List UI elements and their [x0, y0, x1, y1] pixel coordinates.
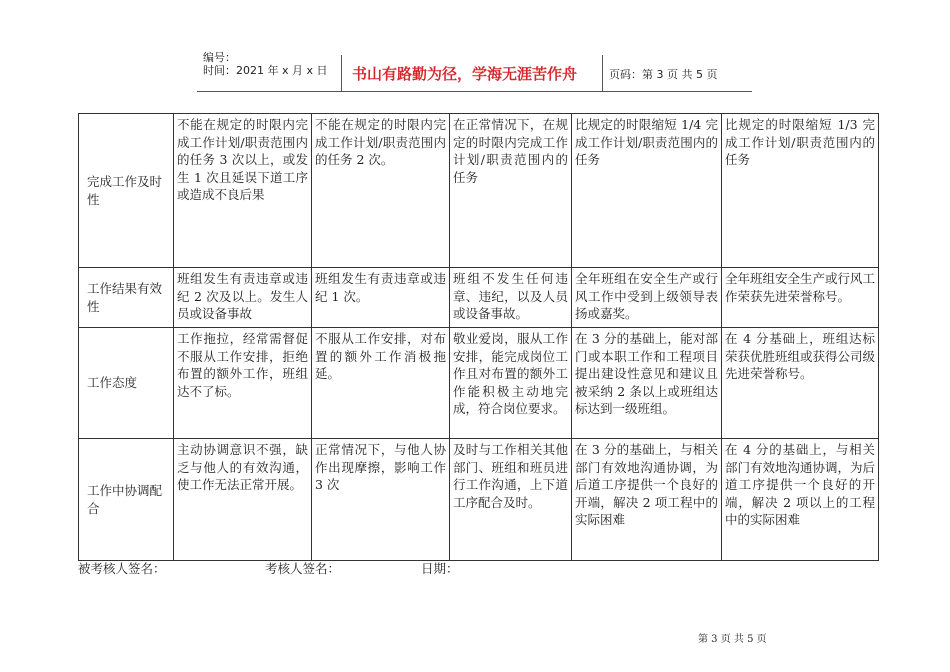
table-cell: 班组不发生任何违章、违纪，以及人员或设备事故。	[450, 268, 572, 328]
table-cell: 在 4 分的基础上，与相关部门有效地沟通协调，为后道工序提供一个良好的开端，解决 2 项以上的工程中的实际困难	[722, 439, 879, 561]
row-label: 完成工作及时性	[79, 114, 174, 268]
table-row	[79, 439, 879, 561]
table-cell: 在正常情况下，在规定的时限内完成工作计划/职责范围内的任务	[450, 114, 572, 268]
table-cell: 班组发生有责违章或违纪 2 次及以上。发生人员或设备事故	[174, 268, 312, 328]
table-cell: 比规定的时限缩短 1/3 完成工作计划/职责范围内的任务	[722, 114, 879, 268]
table-cell: 不服从工作安排，对布置的额外工作消极拖延。	[312, 328, 450, 439]
header-page-info: 页码：第 3 页 共 5 页	[609, 68, 718, 81]
table-row	[79, 114, 879, 268]
row-label: 工作中协调配合	[79, 439, 174, 561]
table-row	[79, 268, 879, 328]
table-cell: 正常情况下，与他人协作出现摩擦，影响工作 3 次	[312, 439, 450, 561]
table-cell: 不能在规定的时限内完成工作计划/职责范围内的任务 2 次。	[312, 114, 450, 268]
table-row	[79, 328, 879, 439]
date-label: 日期：	[421, 561, 459, 576]
header-divider	[602, 55, 603, 91]
evaluation-table	[78, 113, 879, 561]
table-cell: 比规定的时限缩短 1/4 完成工作计划/职责范围内的任务	[572, 114, 722, 268]
number-label: 编号：	[203, 51, 236, 64]
header-divider	[341, 55, 342, 91]
row-label: 工作态度	[79, 328, 174, 439]
table-cell: 在 4 分基础上，班组达标荣获优胜班组或获得公司级先进荣誉称号。	[722, 328, 879, 439]
table-cell: 班组发生有责违章或违纪 1 次。	[312, 268, 450, 328]
table-cell: 敬业爱岗，服从工作安排，能完成岗位工作且对布置的额外工作能积极主动地完成，符合岗位要求。	[450, 328, 572, 439]
footer-page-number: 第 3 页 共 5 页	[698, 634, 767, 645]
table-cell: 及时与工作相关其他部门、班组和班员进行工作沟通，上下道工序配合及时。	[450, 439, 572, 561]
table-cell: 全年班组安全生产或行风工作荣获先进荣誉称号。	[722, 268, 879, 328]
examiner-signature-label: 考核人签名：	[265, 561, 341, 576]
time-label: 时间：2021 年 x 月 x 日	[203, 64, 328, 77]
table-cell: 在 3 分的基础上，与相关部门有效地沟通协调，为后道工序提供一个良好的开端，解决 2 项工程中的实际困难	[572, 439, 722, 561]
header-rule	[197, 91, 752, 92]
examinee-signature-label: 被考核人签名：	[78, 561, 166, 576]
table-cell: 在 3 分的基础上，能对部门或本职工作和工程项目提出建设性意见和建议且被采纳 2 条以上或班组达标达到一级班组。	[572, 328, 722, 439]
page-header	[197, 51, 752, 91]
row-label: 工作结果有效性	[79, 268, 174, 328]
header-meta	[203, 51, 328, 77]
header-motto: 书山有路勤为径，学海无涯苦作舟	[352, 65, 578, 83]
table-cell: 工作拖拉，经常需督促不服从工作安排，拒绝布置的额外工作，班组达不了标。	[174, 328, 312, 439]
table-cell: 不能在规定的时限内完成工作计划/职责范围内的任务 3 次以上，或发生 1 次且延误下道工序或造成不良后果	[174, 114, 312, 268]
table-cell: 主动协调意识不强，缺乏与他人的有效沟通，使工作无法正常开展。	[174, 439, 312, 561]
table-cell: 全年班组在安全生产或行风工作中受到上级领导表扬或嘉奖。	[572, 268, 722, 328]
